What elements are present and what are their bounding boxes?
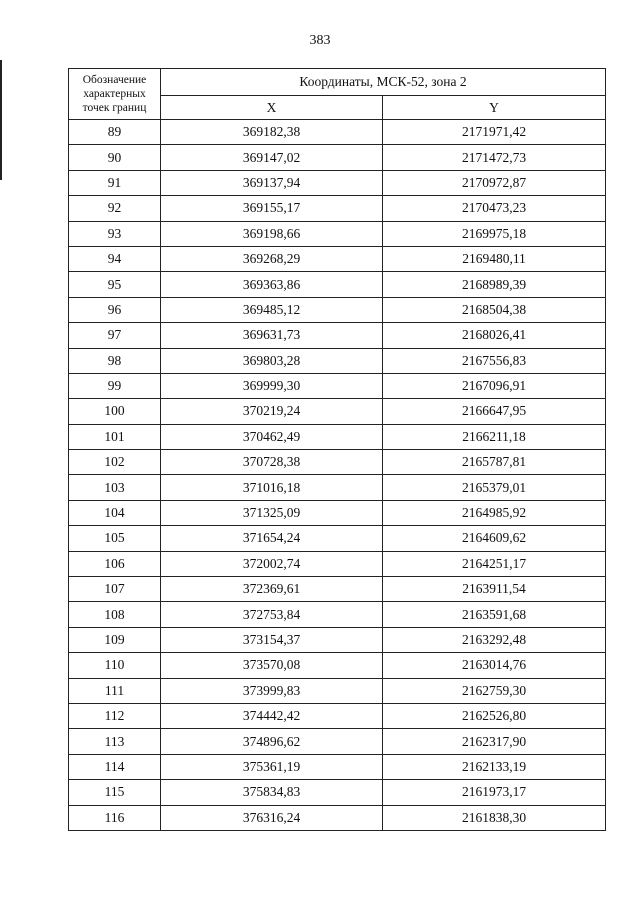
- cell-point-number: 94: [69, 246, 161, 271]
- cell-y: 2168026,41: [383, 323, 606, 348]
- cell-x: 369198,66: [161, 221, 383, 246]
- cell-x: 372002,74: [161, 551, 383, 576]
- cell-y: 2168504,38: [383, 297, 606, 322]
- cell-x: 369631,73: [161, 323, 383, 348]
- table-row: [69, 602, 606, 627]
- cell-y: 2162133,19: [383, 754, 606, 779]
- table-row: [69, 475, 606, 500]
- cell-y: 2161838,30: [383, 805, 606, 830]
- page-number: 383: [309, 33, 331, 48]
- cell-y: 2161973,17: [383, 780, 606, 805]
- cell-x: 369268,29: [161, 246, 383, 271]
- scan-edge-mark: [0, 60, 2, 180]
- cell-point-number: 107: [69, 577, 161, 602]
- table-row: [69, 805, 606, 830]
- table-row: [69, 323, 606, 348]
- table-row: [69, 754, 606, 779]
- cell-x: 370462,49: [161, 424, 383, 449]
- table-row: [69, 373, 606, 398]
- cell-point-number: 103: [69, 475, 161, 500]
- table-row: [69, 272, 606, 297]
- cell-x: 372369,61: [161, 577, 383, 602]
- table-row: [69, 297, 606, 322]
- cell-x: 373999,83: [161, 678, 383, 703]
- table-row: [69, 500, 606, 525]
- table-row: [69, 424, 606, 449]
- cell-x: 374442,42: [161, 703, 383, 728]
- cell-point-number: 110: [69, 653, 161, 678]
- cell-point-number: 91: [69, 170, 161, 195]
- table-row: [69, 170, 606, 195]
- cell-x: 369363,86: [161, 272, 383, 297]
- cell-point-number: 101: [69, 424, 161, 449]
- cell-point-number: 116: [69, 805, 161, 830]
- cell-x: 369485,12: [161, 297, 383, 322]
- cell-x: 375361,19: [161, 754, 383, 779]
- cell-point-number: 108: [69, 602, 161, 627]
- cell-x: 371325,09: [161, 500, 383, 525]
- cell-x: 373570,08: [161, 653, 383, 678]
- cell-point-number: 95: [69, 272, 161, 297]
- header-designation-line: точек границ: [82, 102, 147, 114]
- table-row: [69, 627, 606, 652]
- cell-x: 369999,30: [161, 373, 383, 398]
- cell-y: 2171472,73: [383, 145, 606, 170]
- cell-x: 369803,28: [161, 348, 383, 373]
- cell-point-number: 93: [69, 221, 161, 246]
- table-row: [69, 653, 606, 678]
- cell-y: 2165787,81: [383, 450, 606, 475]
- header-y: Y: [383, 96, 606, 120]
- header-point-designation: [69, 69, 161, 120]
- cell-point-number: 112: [69, 703, 161, 728]
- cell-point-number: 100: [69, 399, 161, 424]
- cell-x: 369182,38: [161, 120, 383, 145]
- cell-y: 2163911,54: [383, 577, 606, 602]
- cell-point-number: 111: [69, 678, 161, 703]
- cell-x: 373154,37: [161, 627, 383, 652]
- cell-x: 370219,24: [161, 399, 383, 424]
- cell-y: 2169480,11: [383, 246, 606, 271]
- cell-x: 369147,02: [161, 145, 383, 170]
- cell-point-number: 96: [69, 297, 161, 322]
- table-body: [69, 120, 606, 831]
- cell-y: 2171971,42: [383, 120, 606, 145]
- cell-point-number: 106: [69, 551, 161, 576]
- cell-x: 370728,38: [161, 450, 383, 475]
- header-designation-line: Обозначение: [82, 74, 147, 86]
- cell-y: 2165379,01: [383, 475, 606, 500]
- cell-point-number: 115: [69, 780, 161, 805]
- cell-x: 372753,84: [161, 602, 383, 627]
- coordinates-table: [68, 68, 606, 831]
- table-row: [69, 348, 606, 373]
- cell-y: 2169975,18: [383, 221, 606, 246]
- table-row: [69, 780, 606, 805]
- cell-point-number: 99: [69, 373, 161, 398]
- cell-y: 2162526,80: [383, 703, 606, 728]
- cell-x: 369137,94: [161, 170, 383, 195]
- cell-y: 2168989,39: [383, 272, 606, 297]
- cell-point-number: 105: [69, 526, 161, 551]
- cell-y: 2162317,90: [383, 729, 606, 754]
- table-row: [69, 577, 606, 602]
- cell-point-number: 104: [69, 500, 161, 525]
- table-row: [69, 221, 606, 246]
- cell-point-number: 98: [69, 348, 161, 373]
- table-row: [69, 450, 606, 475]
- cell-point-number: 92: [69, 196, 161, 221]
- cell-y: 2163014,76: [383, 653, 606, 678]
- table-row: [69, 399, 606, 424]
- table-row: [69, 526, 606, 551]
- cell-y: 2164985,92: [383, 500, 606, 525]
- cell-x: 376316,24: [161, 805, 383, 830]
- cell-y: 2170473,23: [383, 196, 606, 221]
- cell-point-number: 97: [69, 323, 161, 348]
- cell-x: 371654,24: [161, 526, 383, 551]
- table-row: [69, 729, 606, 754]
- header-designation-line: характерных: [83, 88, 146, 100]
- cell-point-number: 89: [69, 120, 161, 145]
- table-row: [69, 551, 606, 576]
- header-x: X: [161, 96, 383, 120]
- cell-x: 375834,83: [161, 780, 383, 805]
- cell-point-number: 114: [69, 754, 161, 779]
- cell-x: 369155,17: [161, 196, 383, 221]
- cell-point-number: 113: [69, 729, 161, 754]
- cell-y: 2167096,91: [383, 373, 606, 398]
- table-row: [69, 196, 606, 221]
- header-coordinates-title: Координаты, МСК-52, зона 2: [161, 69, 606, 96]
- table-row: [69, 145, 606, 170]
- cell-y: 2164251,17: [383, 551, 606, 576]
- cell-y: 2170972,87: [383, 170, 606, 195]
- table-row: [69, 120, 606, 145]
- cell-y: 2167556,83: [383, 348, 606, 373]
- table-row: [69, 678, 606, 703]
- table-header: [69, 69, 606, 120]
- cell-x: 374896,62: [161, 729, 383, 754]
- cell-y: 2163292,48: [383, 627, 606, 652]
- cell-y: 2166211,18: [383, 424, 606, 449]
- cell-point-number: 109: [69, 627, 161, 652]
- cell-y: 2163591,68: [383, 602, 606, 627]
- cell-x: 371016,18: [161, 475, 383, 500]
- cell-point-number: 90: [69, 145, 161, 170]
- cell-y: 2162759,30: [383, 678, 606, 703]
- table-row: [69, 703, 606, 728]
- cell-y: 2166647,95: [383, 399, 606, 424]
- cell-point-number: 102: [69, 450, 161, 475]
- cell-y: 2164609,62: [383, 526, 606, 551]
- table-row: [69, 246, 606, 271]
